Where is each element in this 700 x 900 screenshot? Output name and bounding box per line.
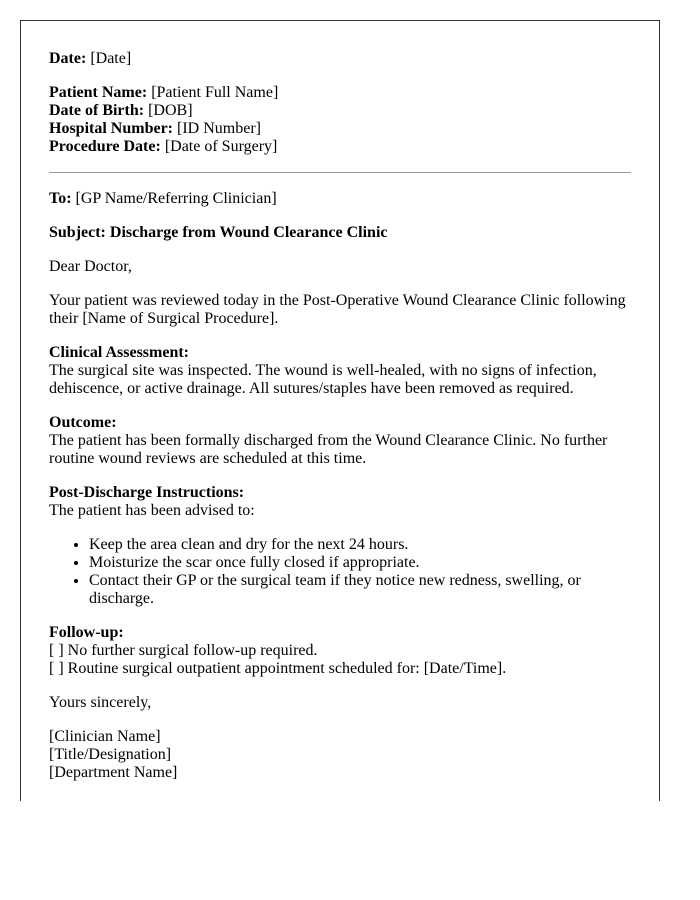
date-of-birth: Date of Birth: [DOB] [49,102,193,119]
discharge-letter [20,20,660,801]
follow-up: Follow-up: [ ] No further surgical follow-up required. [ ] Routine surgical outpatient appointment scheduled for: [Date/Time]. [49,624,507,677]
department-name: [Department Name] [49,764,178,781]
hospital-number: Hospital Number: [ID Number] [49,120,261,137]
list-item: • Keep the area clean and dry for the next 24 hours. [89,536,631,554]
patient-name: Patient Name: [Patient Full Name] [49,84,279,101]
recipient: To: [GP Name/Referring Clinician] [49,190,277,207]
closing: Yours sincerely, [49,694,152,711]
salutation: Dear Doctor, [49,258,132,275]
procedure-date: Procedure Date: [Date of Surgery] [49,138,278,155]
instruction-list [49,536,631,608]
list-item: • Moisturize the scar once fully closed if appropriate. [89,554,631,572]
signature-block [49,728,631,782]
post-discharge-instructions: Post-Discharge Instructions: The patient has been advised to: • Keep the area clean and dry for the next 24 hours. • Moisturize the scar once fully closed if appropriate. • Contact their GP or the surgical team if they notice new redness, swelling, or discharge. [49,484,631,608]
clinical-assessment: Clinical Assessment: The surgical site was inspected. The wound is well-healed, with no signs of infection, dehiscence, or active drainage. All sutures/staples have been removed as required. [49,344,597,397]
divider [49,172,631,173]
date-line: Date: [Date] [49,50,132,67]
followup-option: [ ] No further surgical follow-up required. [49,642,318,659]
intro-paragraph: Your patient was reviewed today in the Post-Operative Wound Clearance Clinic following their [Name of Surgical Procedure]. [49,292,626,327]
list-item: • Contact their GP or the surgical team if they notice new redness, swelling, or discharge. [89,572,631,608]
outcome: Outcome: The patient has been formally discharged from the Wound Clearance Clinic. No further routine wound reviews are scheduled at this time. [49,414,608,467]
clinician-title: [Title/Designation] [49,746,172,763]
patient-details [49,84,631,156]
followup-option: [ ] Routine surgical outpatient appointment scheduled for: [Date/Time]. [49,660,507,677]
subject: Subject: Discharge from Wound Clearance Clinic [49,224,388,241]
clinician-name: [Clinician Name] [49,728,161,745]
